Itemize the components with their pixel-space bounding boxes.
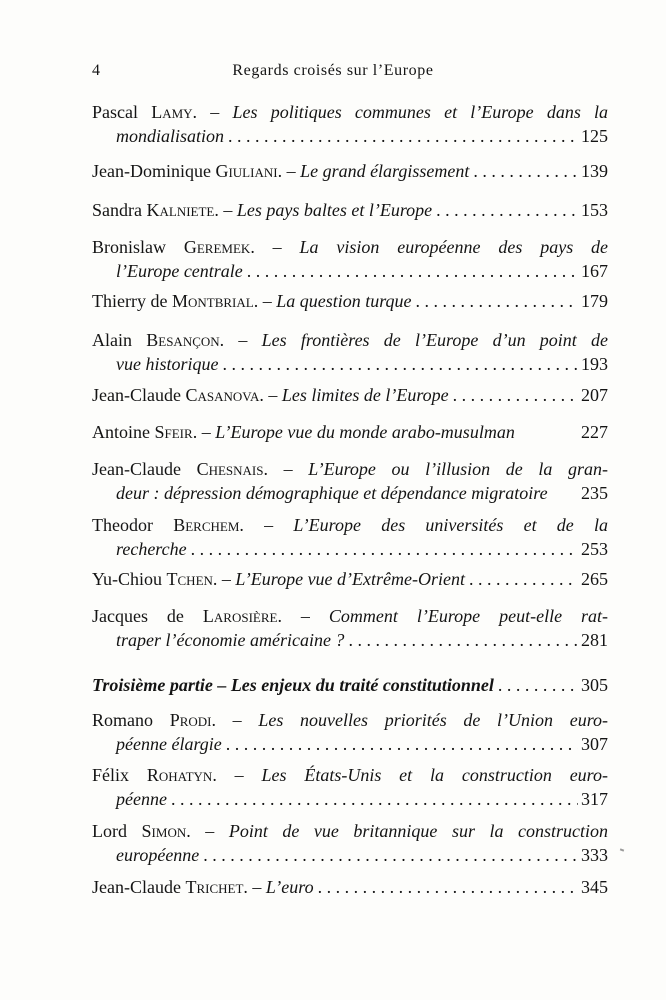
entry-title-cont: mondialisation xyxy=(116,126,225,146)
author-first: Sandra xyxy=(92,200,142,220)
author-first: Félix xyxy=(92,765,130,785)
toc-entry[interactable] xyxy=(92,328,608,376)
entry-title-cont: l’Europe centrale xyxy=(116,261,243,281)
entry-title: Les limites de l’Europe xyxy=(281,385,449,405)
entry-title: L’Europe vue d’Extrême-Orient xyxy=(235,569,465,589)
entry-title: Les frontières de l’Europe d’un point de xyxy=(261,330,609,350)
author-last: Rohatyn xyxy=(146,765,213,785)
page-ref: 345 xyxy=(581,877,608,897)
leader-dots xyxy=(167,787,578,811)
leader-dots xyxy=(494,673,578,697)
separator: . – xyxy=(212,569,231,589)
author-first: Lord xyxy=(92,821,127,841)
page-ref: 207 xyxy=(581,385,608,405)
entry-title: Comment l’Europe peut-elle rat- xyxy=(328,606,609,626)
author-first: Antoine xyxy=(92,422,150,442)
separator: . – xyxy=(239,515,274,535)
author-first: Bronislaw xyxy=(92,237,166,257)
separator: . – xyxy=(192,422,211,442)
entry-title-cont: traper l’économie américaine ? xyxy=(116,630,345,650)
entry-title: L’Europe vue du monde arabo-musulman xyxy=(215,422,515,442)
toc-entry[interactable] xyxy=(92,383,608,407)
entry-title: La vision européenne des pays de xyxy=(299,237,609,257)
toc-entry[interactable] xyxy=(92,763,608,811)
author-first: Alain xyxy=(92,330,132,350)
author-last: Montbrial xyxy=(171,291,254,311)
separator: . – xyxy=(259,385,278,405)
entry-title-cont: recherche xyxy=(116,539,187,559)
toc-entry[interactable] xyxy=(92,289,608,313)
entry-title: L’euro xyxy=(265,877,314,897)
page-ref: 305 xyxy=(581,675,608,695)
leader-dots xyxy=(187,537,578,561)
page-ref: 317 xyxy=(581,789,608,809)
separator: . – xyxy=(211,710,242,730)
separator: . – xyxy=(253,291,272,311)
author-last: Giuliani xyxy=(215,161,278,181)
leader-dots xyxy=(224,124,578,148)
toc-entry[interactable] xyxy=(92,708,608,756)
separator: . – xyxy=(212,765,244,785)
toc-entry[interactable] xyxy=(92,100,608,148)
leader-dots xyxy=(432,198,578,222)
author-first: Jean-Dominique xyxy=(92,161,211,181)
toc-entry[interactable] xyxy=(92,198,608,222)
author-last: Simon xyxy=(141,821,187,841)
separator: . – xyxy=(277,161,296,181)
author-last: Chesnais xyxy=(196,459,264,479)
author-last: Prodi xyxy=(169,710,212,730)
leader-dots xyxy=(243,259,578,283)
entry-title-cont: péenne xyxy=(116,789,167,809)
entry-title-cont: deur : dépression démographique et dépendance migratoire xyxy=(116,483,548,503)
page-ref: 307 xyxy=(581,734,608,754)
page-ref: 281 xyxy=(581,630,608,650)
separator: . – xyxy=(250,237,282,257)
toc-entry[interactable] xyxy=(92,567,608,591)
toc-entry[interactable] xyxy=(92,513,608,561)
section-heading[interactable] xyxy=(92,673,608,697)
author-last: Kalniete xyxy=(146,200,215,220)
entry-title-cont: péenne élargie xyxy=(116,734,222,754)
entry-title: Le grand élargissement xyxy=(300,161,470,181)
page-ref: 167 xyxy=(581,261,608,281)
leader-dots xyxy=(412,289,578,313)
author-last: Geremek xyxy=(183,237,251,257)
author-last: Lamy xyxy=(151,102,193,122)
author-first: Thierry de xyxy=(92,291,168,311)
toc-entry[interactable] xyxy=(92,819,608,867)
leader-dots xyxy=(449,383,578,407)
separator: . – xyxy=(243,877,262,897)
author-last: Trichet xyxy=(185,877,244,897)
author-last: Tchen xyxy=(166,569,213,589)
entry-title: L’Europe des universités et de la xyxy=(293,515,609,535)
entry-title: Les pays baltes et l’Europe xyxy=(236,200,433,220)
separator: . – xyxy=(263,459,293,479)
author-last: Besançon xyxy=(146,330,220,350)
toc-entry[interactable] xyxy=(92,875,608,899)
page-ref: 235 xyxy=(581,483,608,503)
toc-entry[interactable] xyxy=(92,457,608,505)
leader-dots xyxy=(469,159,578,183)
page-ref: 153 xyxy=(581,200,608,220)
entry-title: Point de vue britannique sur la construction xyxy=(228,821,609,841)
page-ref: 333 xyxy=(581,845,608,865)
author-first: Theodor xyxy=(92,515,153,535)
section-title: Troisième partie – Les enjeux du traité constitutionnel xyxy=(92,675,494,695)
running-title: Regards croisés sur l’Europe xyxy=(232,62,434,79)
entry-title: Les nouvelles priorités de l’Union euro- xyxy=(258,710,609,730)
author-first: Romano xyxy=(92,710,153,730)
author-first: Jean-Claude xyxy=(92,459,181,479)
page-ref: 193 xyxy=(581,354,608,374)
toc-entry[interactable] xyxy=(92,420,608,444)
author-first: Jacques de xyxy=(92,606,184,626)
leader-dots xyxy=(314,875,578,899)
separator: . – xyxy=(277,606,310,626)
author-first: Yu-Chiou xyxy=(92,569,163,589)
page-ref: 253 xyxy=(581,539,608,559)
print-smudge xyxy=(620,848,624,851)
page-ref: 139 xyxy=(581,161,608,181)
page-ref: 125 xyxy=(581,126,608,146)
page-ref: 227 xyxy=(581,422,608,442)
entry-title: La question turque xyxy=(276,291,412,311)
entry-title-cont: européenne xyxy=(116,845,200,865)
author-first: Jean-Claude xyxy=(92,385,181,405)
separator: . – xyxy=(192,102,220,122)
author-last: Casanova xyxy=(185,385,260,405)
entry-title: Les États-Unis et la construction euro- xyxy=(261,765,609,785)
page-ref: 179 xyxy=(581,291,608,311)
author-first: Jean-Claude xyxy=(92,877,181,897)
separator: . – xyxy=(186,821,215,841)
leader-dots xyxy=(199,843,578,867)
separator: . – xyxy=(219,330,248,350)
leader-dots xyxy=(218,352,578,376)
entry-title: Les politiques communes et l’Europe dans la xyxy=(232,102,609,122)
author-last: Larosière xyxy=(202,606,278,626)
entry-title: L’Europe ou l’illusion de la gran- xyxy=(308,459,609,479)
author-last: Berchem xyxy=(173,515,240,535)
separator: . – xyxy=(214,200,233,220)
toc-entry[interactable] xyxy=(92,604,608,652)
author-first: Pascal xyxy=(92,102,138,122)
toc-entry[interactable] xyxy=(92,235,608,283)
page-ref: 265 xyxy=(581,569,608,589)
leader-dots xyxy=(465,567,578,591)
leader-dots xyxy=(344,628,578,652)
author-last: Sfeir xyxy=(154,422,193,442)
page-number: 4 xyxy=(92,62,101,79)
entry-title-cont: vue historique xyxy=(116,354,219,374)
leader-dots xyxy=(222,732,578,756)
toc-entry[interactable] xyxy=(92,159,608,183)
